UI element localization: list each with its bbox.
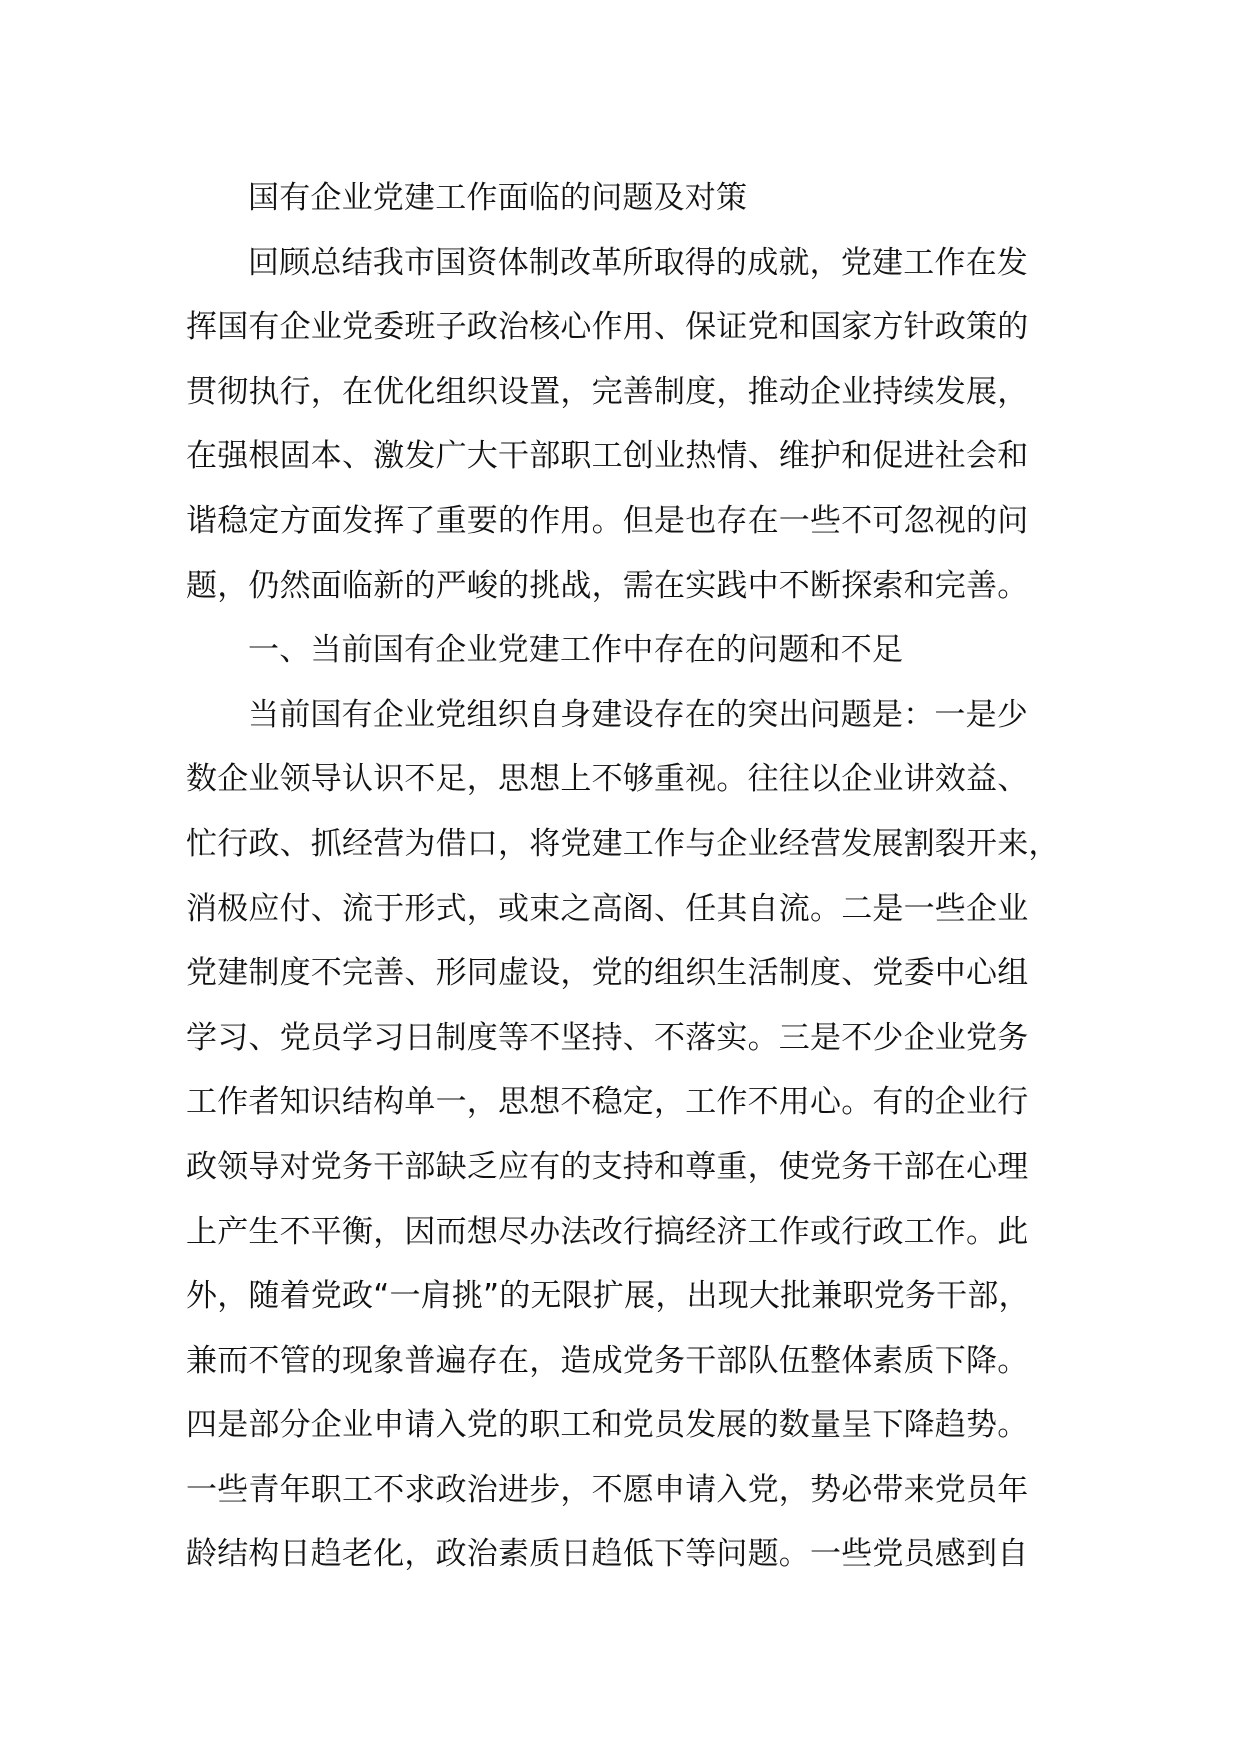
paragraph-2-line-5: 党建制度不完善、形同虚设，党的组织生活制度、党委中心组 — [186, 955, 1029, 992]
document-title: 国有企业党建工作面临的问题及对策 — [248, 180, 748, 216]
paragraph-2-line-12: 四是部分企业申请入党的职工和党员发展的数量呈下降趋势。 — [186, 1407, 1029, 1444]
paragraph-1-line-4: 在强根固本、激发广大干部职工创业热情、维护和促进社会和 — [186, 438, 1029, 475]
paragraph-2-line-9: 上产生不平衡，因而想尽办法改行搞经济工作或行政工作。此 — [186, 1213, 1029, 1250]
paragraph-2-line-11: 兼而不管的现象普遍存在，造成党务干部队伍整体素质下降。 — [186, 1342, 1029, 1379]
paragraph-2-line-4: 消极应付、流于形式，或束之高阁、任其自流。二是一些企业 — [186, 890, 1029, 927]
document-body — [186, 166, 1086, 1587]
paragraph-2-line-7: 工作者知识结构单一，思想不稳定，工作不用心。有的企业行 — [186, 1084, 1029, 1121]
paragraph-2-line-2: 数企业领导认识不足，思想上不够重视。往往以企业讲效益、 — [186, 761, 1029, 798]
paragraph-1-line-1: 回顾总结我市国资体制改革所取得的成就，党建工作在发 — [248, 244, 1028, 281]
paragraph-2-line-6: 学习、党员学习日制度等不坚持、不落实。三是不少企业党务 — [186, 1019, 1029, 1056]
paragraph-1-line-5: 谐稳定方面发挥了重要的作用。但是也存在一些不可忽视的问 — [186, 502, 1029, 539]
paragraph-2-line-13: 一些青年职工不求政治进步，不愿申请入党，势必带来党员年 — [186, 1471, 1029, 1508]
paragraph-1-line-6: 题，仍然面临新的严峻的挑战，需在实践中不断探索和完善。 — [186, 567, 1029, 604]
paragraph-1-line-2: 挥国有企业党委班子政治核心作用、保证党和国家方针政策的 — [186, 309, 1029, 346]
paragraph-2-line-14: 龄结构日趋老化，政治素质日趋低下等问题。一些党员感到自 — [186, 1536, 1029, 1573]
paragraph-2-line-10: 外，随着党政“一肩挑”的无限扩展，出现大批兼职党务干部， — [186, 1278, 1030, 1315]
paragraph-1-line-3: 贯彻执行，在优化组织设置，完善制度，推动企业持续发展， — [186, 373, 1029, 410]
section-heading: 一、当前国有企业党建工作中存在的问题和不足 — [248, 632, 904, 669]
paragraph-2-line-8: 政领导对党务干部缺乏应有的支持和尊重，使党务干部在心理 — [186, 1148, 1029, 1185]
paragraph-2-line-1: 当前国有企业党组织自身建设存在的突出问题是：一是少 — [248, 696, 1028, 733]
paragraph-2-line-3: 忙行政、抓经营为借口，将党建工作与企业经营发展割裂开来， — [186, 825, 1060, 862]
